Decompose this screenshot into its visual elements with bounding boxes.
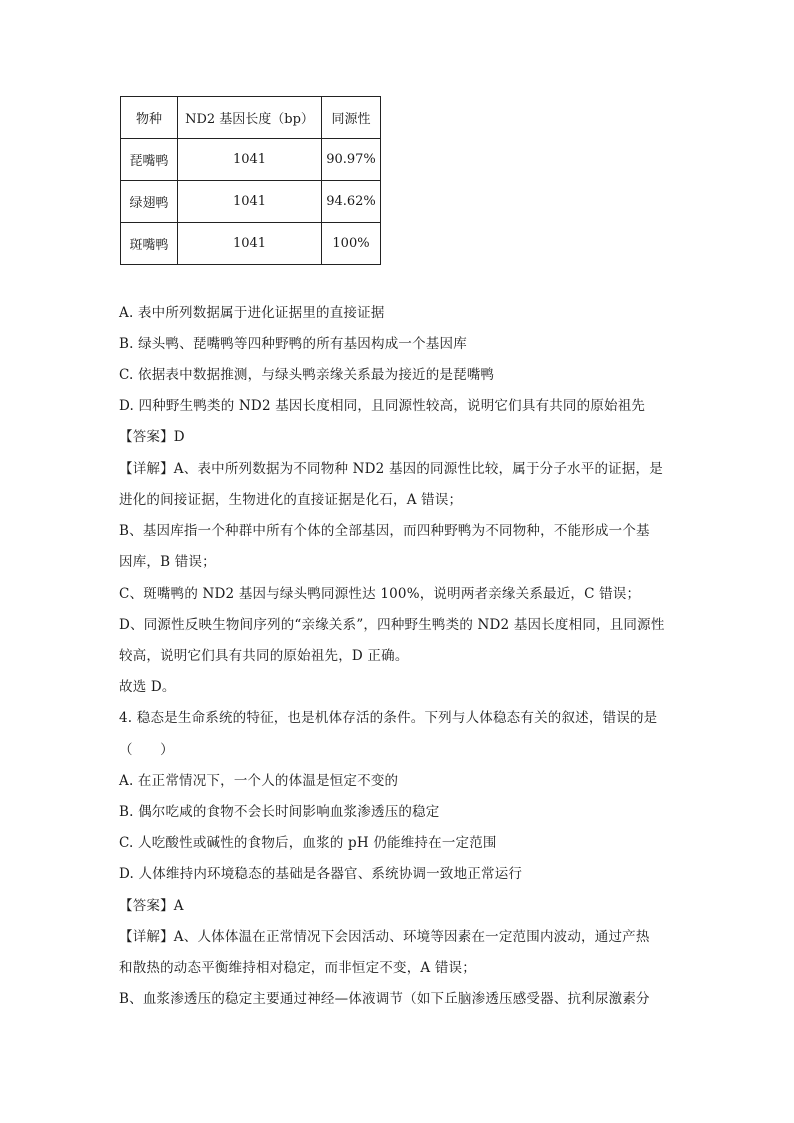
table-cell: 1041 xyxy=(178,181,322,223)
q3-explanation-line: D、同源性反映生物间序列的“亲缘关系”，四种野生鸭类的 ND2 基因长度相同，且同源性 xyxy=(119,617,665,633)
q3-explanation-line: 较高，说明它们具有共同的原始祖先，D 正确。 xyxy=(119,648,409,664)
q3-explanation-line: B、基因库指一个种群中所有个体的全部基因，而四种野鸭为不同物种，不能形成一个基 xyxy=(119,523,650,539)
q3-option-b: B. 绿头鸭、琵嘴鸭等四种野鸭的所有基因构成一个基因库 xyxy=(119,336,467,352)
q4-stem-blank: （ ） xyxy=(119,742,174,758)
table-header-cell: 同源性 xyxy=(322,97,381,139)
table-row xyxy=(121,181,381,223)
q4-explanation-line: 【详解】A、人体体温在正常情况下会因活动、环境等因素在一定范围内波动，通过产热 xyxy=(119,929,650,945)
table-cell: 绿翅鸭 xyxy=(121,181,178,223)
q3-answer: 【答案】D xyxy=(119,429,185,445)
table-cell: 94.62% xyxy=(322,181,381,223)
table-cell: 1041 xyxy=(178,223,322,265)
q4-answer: 【答案】A xyxy=(119,898,184,914)
table-cell: 1041 xyxy=(178,139,322,181)
table-row xyxy=(121,223,381,265)
q3-explanation-line: 进化的间接证据，生物进化的直接证据是化石，A 错误； xyxy=(119,492,463,508)
table-row xyxy=(121,139,381,181)
q3-option-c: C. 依据表中数据推测，与绿头鸭亲缘关系最为接近的是琵嘴鸭 xyxy=(119,367,495,383)
q3-option-a: A. 表中所列数据属于进化证据里的直接证据 xyxy=(119,305,385,321)
q3-explanation-line: C、斑嘴鸭的 ND2 基因与绿头鸭同源性达 100%，说明两者亲缘关系最近，C 错误； xyxy=(119,586,641,602)
q3-option-d: D. 四种野生鸭类的 ND2 基因长度相同，且同源性较高，说明它们具有共同的原始祖先 xyxy=(119,398,646,414)
q4-explanation-line: B、血浆渗透压的稳定主要通过神经—体液调节（如下丘脑渗透压感受器、抗利尿激素分 xyxy=(119,991,650,1007)
table-cell: 90.97% xyxy=(322,139,381,181)
table-header-cell: 物种 xyxy=(121,97,178,139)
q4-option-a: A. 在正常情况下，一个人的体温是恒定不变的 xyxy=(119,773,399,789)
homology-table xyxy=(120,96,381,265)
q3-conclusion: 故选 D。 xyxy=(119,679,176,695)
table-header-cell: ND2 基因长度（bp） xyxy=(178,97,322,139)
q3-explanation-line: 因库，B 错误； xyxy=(119,554,216,570)
q4-explanation-line: 和散热的动态平衡维持相对稳定，而非恒定不变，A 错误； xyxy=(119,960,476,976)
q4-option-c: C. 人吃酸性或碱性的食物后，血浆的 pH 仍能维持在一定范围 xyxy=(119,835,497,851)
table-cell: 100% xyxy=(322,223,381,265)
table-cell: 斑嘴鸭 xyxy=(121,223,178,265)
q4-option-b: B. 偶尔吃咸的食物不会长时间影响血浆渗透压的稳定 xyxy=(119,804,440,820)
table-cell: 琵嘴鸭 xyxy=(121,139,178,181)
q4-option-d: D. 人体维持内环境稳态的基础是各器官、系统协调一致地正常运行 xyxy=(119,866,523,882)
q3-explanation-line: 【详解】A、表中所列数据为不同物种 ND2 基因的同源性比较，属于分子水平的证据，是 xyxy=(119,461,663,477)
q4-stem: 4. 稳态是生命系统的特征，也是机体存活的条件。下列与人体稳态有关的叙述，错误的是 xyxy=(119,710,658,726)
table-header-row xyxy=(121,97,381,139)
